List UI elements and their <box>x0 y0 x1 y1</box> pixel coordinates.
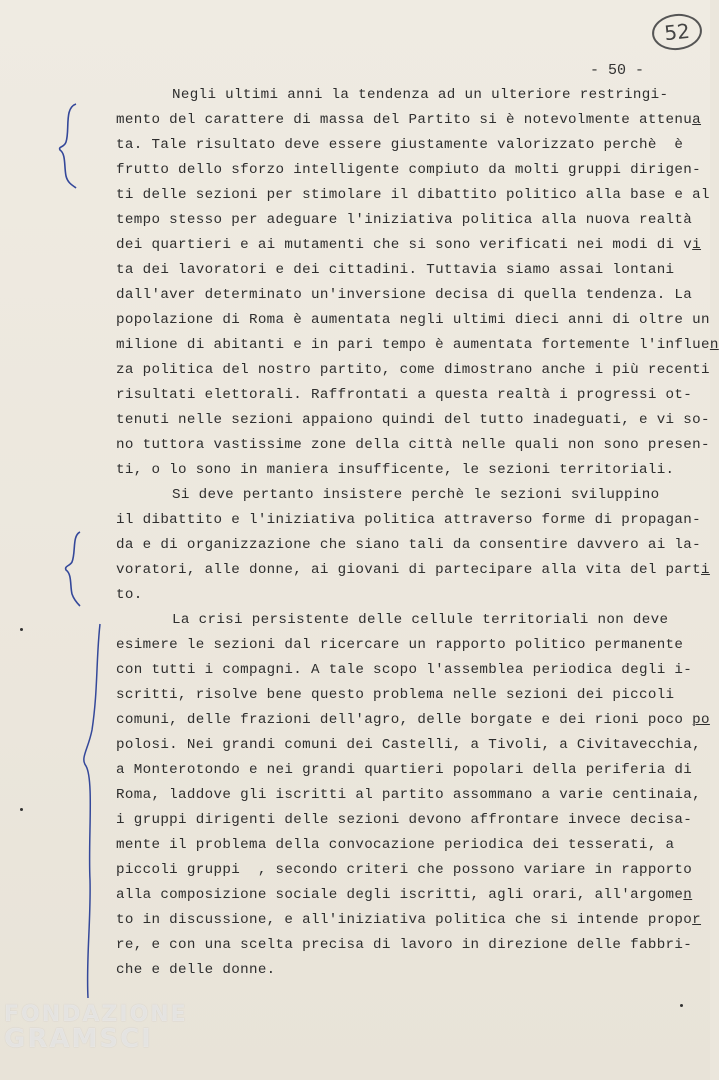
text-line: Roma, laddove gli iscritti al partito assommano a varie centinaia, <box>116 787 702 803</box>
text-line: to. <box>116 587 143 603</box>
text-line: Negli ultimi anni la tendenza ad un ulteriore restringi- <box>172 87 669 103</box>
watermark-line-2: GRAMSCI <box>4 1024 153 1055</box>
text-line: no tuttora vastissime zone della città nelle quali non sono presen- <box>116 437 710 453</box>
text-line: piccoli gruppi , secondo criteri che possono variare in rapporto <box>116 862 693 878</box>
margin-brace-2 <box>62 528 92 608</box>
margin-line-3 <box>76 620 116 1000</box>
text-line: voratori, alle donne, ai giovani di partecipare alla vita del parti <box>116 562 710 578</box>
text-line: dall'aver determinato un'inversione decisa di quella tendenza. La <box>116 287 693 303</box>
text-line: tempo stesso per adeguare l'iniziativa politica alla nuova realtà <box>116 212 693 228</box>
margin-dot <box>680 1004 683 1007</box>
margin-brace-1 <box>56 100 86 190</box>
text-line: esimere le sezioni dal ricercare un rapporto politico permanente <box>116 637 684 653</box>
page-number: - 50 - <box>590 62 645 79</box>
watermark-line-1: FONDAZIONE <box>4 1002 188 1027</box>
text-line: alla composizione sociale degli iscritti, agli orari, all'argomen <box>116 887 693 903</box>
margin-dot <box>20 628 23 631</box>
archive-page-number: 52 <box>650 11 703 52</box>
text-line: mente il problema della convocazione periodica dei tesserati, a <box>116 837 675 853</box>
text-line: scritti, risolve bene questo problema nelle sezioni dei piccoli <box>116 687 675 703</box>
text-line: polosi. Nei grandi comuni dei Castelli, a Tivoli, a Civitavecchia, <box>116 737 702 753</box>
text-line: re, e con una scelta precisa di lavoro in direzione delle fabbri- <box>116 937 693 953</box>
text-line: il dibattito e l'iniziativa politica attraverso forme di propagan- <box>116 512 702 528</box>
text-line: i gruppi dirigenti delle sezioni devono affrontare invece decisa- <box>116 812 693 828</box>
text-line: tenuti nelle sezioni appaiono quindi del tutto inadeguati, e vi so- <box>116 412 710 428</box>
text-line: a Monterotondo e nei grandi quartieri popolari della periferia di <box>116 762 693 778</box>
fondazione-gramsci-watermark <box>4 1003 188 1053</box>
text-line: milione di abitanti e in pari tempo è aumentata fortemente l'influen <box>116 337 719 353</box>
margin-dot <box>20 808 23 811</box>
text-line: Si deve pertanto insistere perchè le sezioni sviluppino <box>172 487 660 503</box>
text-line: ti, o lo sono in maniera insufficente, le sezioni territoriali. <box>116 462 675 478</box>
text-line: La crisi persistente delle cellule territoriali non deve <box>172 612 669 628</box>
text-line: dei quartieri e ai mutamenti che si sono verificati nei modi di vi <box>116 237 702 253</box>
text-line: che e delle donne. <box>116 962 276 978</box>
text-line: comuni, delle frazioni dell'agro, delle borgate e dei rioni poco po <box>116 712 710 728</box>
text-line: frutto dello sforzo intelligente compiuto da molti gruppi dirigen- <box>116 162 702 178</box>
text-line: popolazione di Roma è aumentata negli ultimi dieci anni di oltre un <box>116 312 710 328</box>
text-line: da e di organizzazione che siano tali da consentire davvero ai la- <box>116 537 702 553</box>
text-line: ta dei lavoratori e dei cittadini. Tuttavia siamo assai lontani <box>116 262 675 278</box>
text-line: ta. Tale risultato deve essere giustamente valorizzato perchè è <box>116 137 684 153</box>
text-line: za politica del nostro partito, come dimostrano anche i più recenti <box>116 362 710 378</box>
text-line: risultati elettorali. Raffrontati a questa realtà i progressi ot- <box>116 387 693 403</box>
text-line: con tutti i compagni. A tale scopo l'assemblea periodica degli i- <box>116 662 693 678</box>
text-line: ti delle sezioni per stimolare il dibattito politico alla base e al <box>116 187 710 203</box>
text-line: to in discussione, e all'iniziativa politica che si intende propor <box>116 912 702 928</box>
text-line: mento del carattere di massa del Partito si è notevolmente attenua <box>116 112 702 128</box>
